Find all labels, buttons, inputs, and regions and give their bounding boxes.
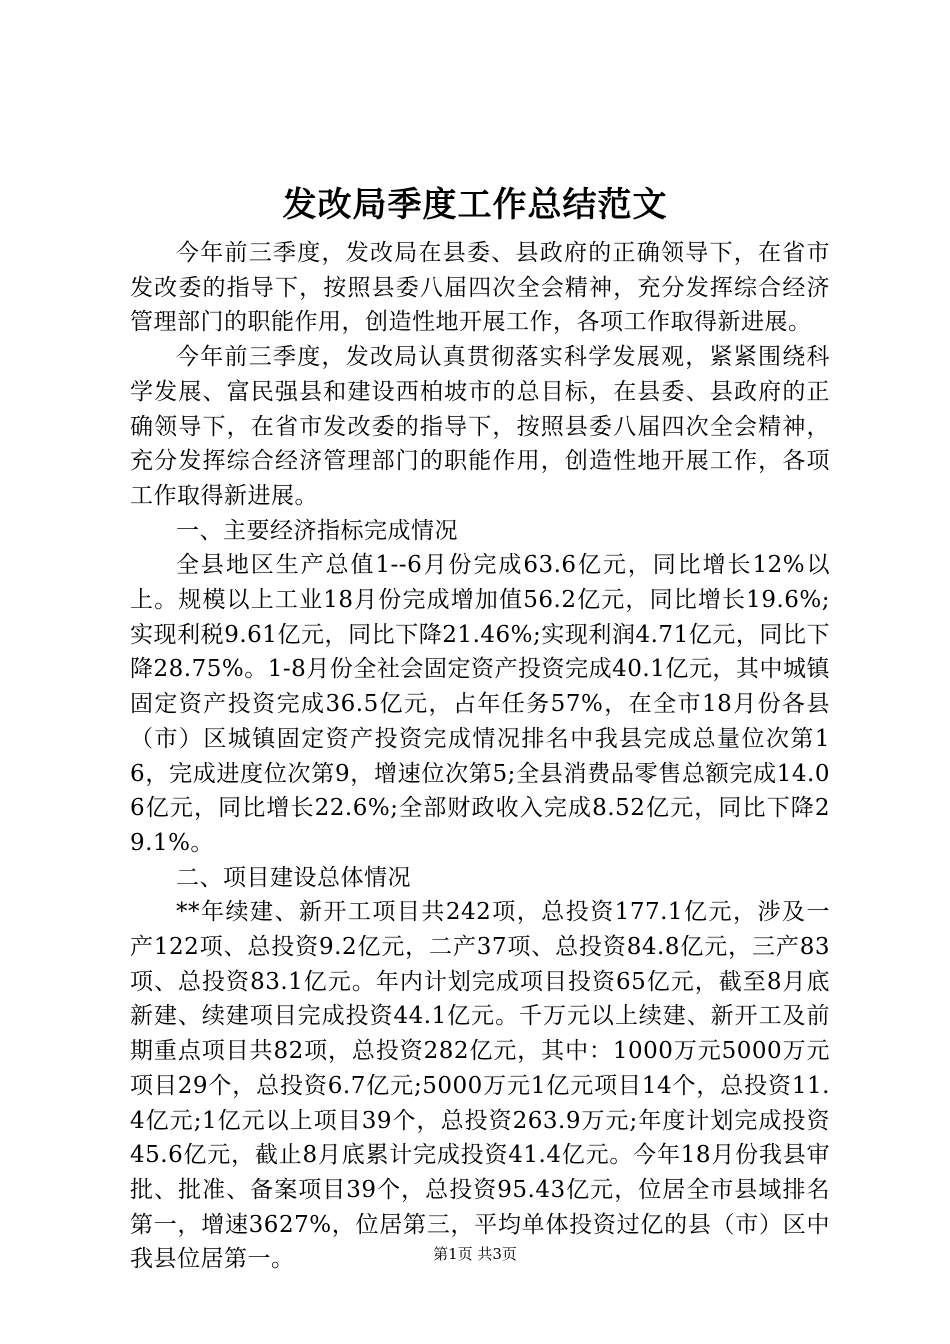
section-heading-economic-indicators: 一、主要经济指标完成情况 — [176, 517, 458, 544]
intro-paragraph-2: 今年前三季度，发改局认真贯彻落实科学发展观，紧紧围绕科学发展、富民强县和建设西柏坡市的总目标，在县委、县政府的正确领导下，在省市发改委的指导下，按照县委八届四次全会精神，充分发挥综合经济管理部门的职能作用，创造性地开展工作，各项工作取得新进展。 — [130, 344, 830, 509]
page-number-footer: 第1页 共3页 — [433, 1245, 517, 1263]
section-body-project-construction: **年续建、新开工项目共242项，总投资177.1亿元，涉及一产122项、总投资9.2亿元，二产37项、总投资84.8亿元，三产83项、总投资83.1亿元。年内计划完成项目投资65亿元，截至8月底新建、续建项目完成投资44.1亿元。千万元以上续建、新开工及前期重点项目共82项，总投资282亿元，其中：1000万元5000万元项目29个，总投资6.7亿元;5000万元1亿元项目14个，总投资11.4亿元;1亿元以上项目39个，总投资263.9万元;年度计划完成投资45.6亿元，截止8月底累计完成投资41.4亿元。今年18月份我县审批、批准、备案项目39个，总投资95.43亿元，位居全市县域排名第一，增速3627%，位居第三，平均单体投资过亿的县（市）区中我县位居第一。 — [130, 899, 830, 1273]
intro-paragraph-1: 今年前三季度，发改局在县委、县政府的正确领导下，在省市发改委的指导下，按照县委八届四次全会精神，充分发挥综合经济管理部门的职能作用，创造性地开展工作，各项工作取得新进展。 — [130, 240, 830, 336]
document-title: 发改局季度工作总结范文 — [282, 185, 668, 225]
document-body — [130, 236, 830, 1277]
section-heading-project-construction: 二、项目建设总体情况 — [176, 864, 411, 891]
section-body-economic-indicators: 全县地区生产总值1--6月份完成63.6亿元，同比增长12%以上。规模以上工业18月份完成增加值56.2亿元，同比增长19.6%;实现利税9.61亿元，同比下降21.46%;实现利润4.71亿元，同比下降28.75%。1-8月份全社会固定资产投资完成40.1亿元，其中城镇固定资产投资完成36.5亿元，占年任务57%，在全市18月份各县（市）区城镇固定资产投资完成情况排名中我县完成总量位次第16，完成进度位次第9，增速位次第5;全县消费品零售总额完成14.06亿元，同比增长22.6%;全部财政收入完成8.52亿元，同比下降29.1%。 — [130, 552, 830, 856]
